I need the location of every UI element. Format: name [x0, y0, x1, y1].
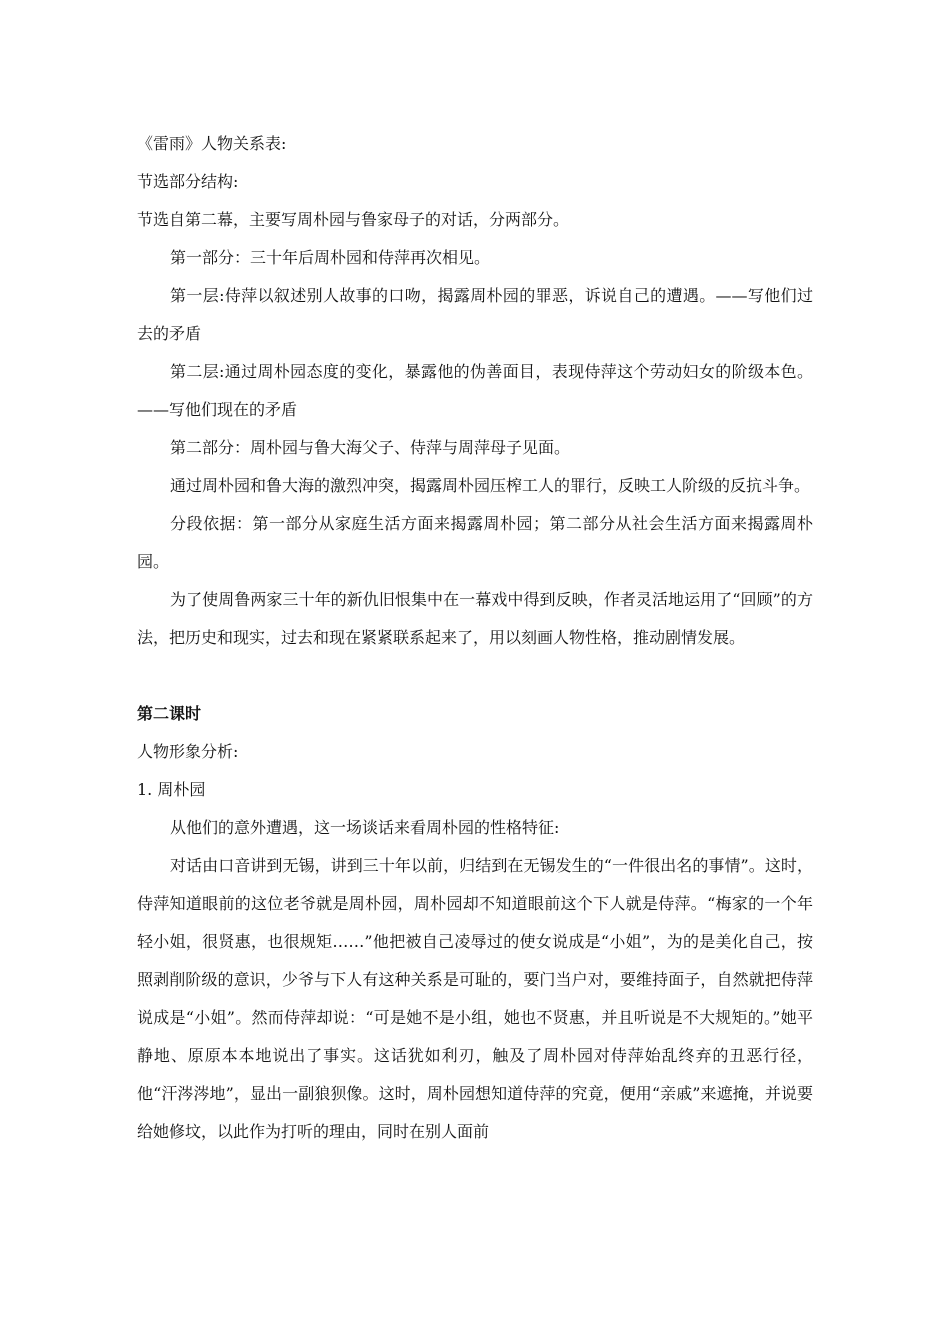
- review-paragraph: 为了使周鲁两家三十年的新仇旧恨集中在一幕戏中得到反映，作者灵活地运用了“回顾”的方法，把历史和现实，过去和现在紧紧联系起来了，用以刻画人物性格，推动剧情发展。: [137, 590, 813, 647]
- layer-two-paragraph: 第二层:通过周朴园态度的变化，暴露他的伪善面目，表现侍萍这个劳动妇女的阶级本色。——写他们现在的矛盾: [137, 362, 813, 419]
- part-two-description: 通过周朴园和鲁大海的激烈冲突，揭露周朴园压榨工人的罪行，反映工人阶级的反抗斗争。: [170, 476, 811, 495]
- part-two-paragraph: 第二部分：周朴园与鲁大海父子、侍萍与周萍母子见面。: [170, 438, 571, 457]
- part-one-paragraph: 第一部分：三十年后周朴园和侍萍再次相见。: [170, 248, 491, 267]
- character-analysis-heading: 人物形象分析:: [137, 742, 239, 761]
- document-page: [137, 125, 813, 1151]
- layer-one-paragraph: 第一层:侍萍以叙述别人故事的口吻，揭露周朴园的罪恶，诉说自己的遭遇。——写他们过去的矛盾: [137, 286, 813, 343]
- section-spacer: [137, 657, 813, 695]
- structure-intro: 节选自第二幕，主要写周朴园与鲁家母子的对话，分两部分。: [137, 210, 570, 229]
- item-zhou-puyuan: 1. 周朴园: [137, 780, 206, 799]
- basis-paragraph: 分段依据：第一部分从家庭生活方面来揭露周朴园；第二部分从社会生活方面来揭露周朴园。: [137, 514, 813, 571]
- lesson-two-heading: 第二课时: [137, 704, 202, 723]
- structure-heading: 节选部分结构:: [137, 172, 239, 191]
- analysis-body: 对话由口音讲到无锡，讲到三十年以前，归结到在无锡发生的“一件很出名的事情”。这时，侍萍知道眼前的这位老爷就是周朴园，周朴园却不知道眼前这个下人就是侍萍。“梅家的一个年轻小姐，很贤惠，也很规矩……”他把被自己凌辱过的使女说成是“小姐”，为的是美化自己，按照剥削阶级的意识，少爷与下人有这种关系是可耻的，要门当户对，要维持面子，自然就把侍萍说成是“小姐”。然而侍萍却说：“可是她不是小组，她也不贤惠，并且听说是不大规矩的。”她平静地、原原本本地说出了事实。这话犹如利刃，触及了周朴园对侍萍始乱终弃的丑恶行径，他“汗涔涔地”，显出一副狼狈像。这时，周朴园想知道侍萍的究竟，便用“亲戚”来遮掩，并说要给她修坟，以此作为打听的理由，同时在别人面前: [137, 856, 813, 1141]
- analysis-intro: 从他们的意外遭遇，这一场谈话来看周朴园的性格特征:: [170, 818, 560, 837]
- relation-table-title: 《雷雨》人物关系表:: [137, 134, 287, 153]
